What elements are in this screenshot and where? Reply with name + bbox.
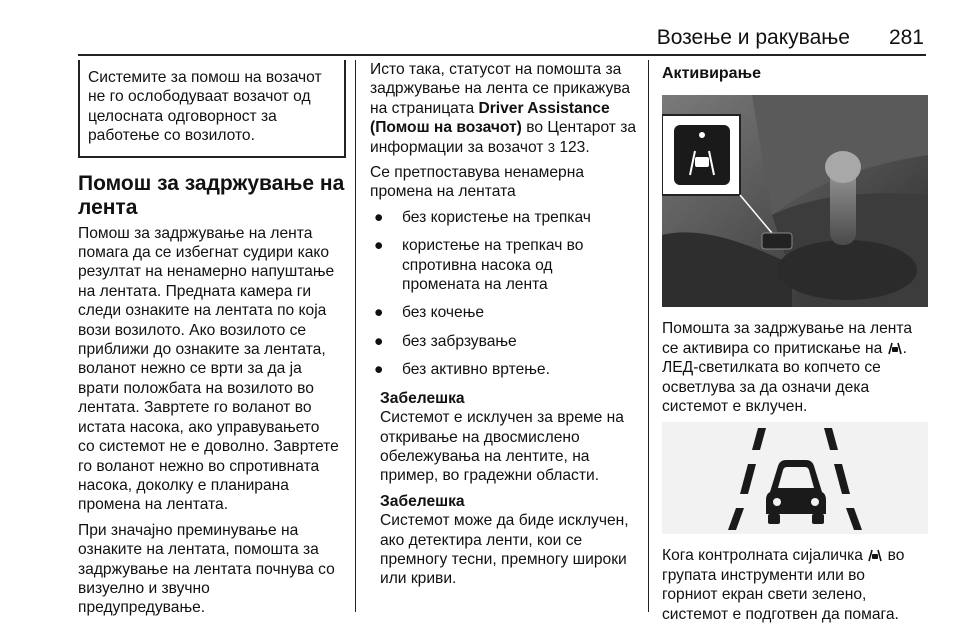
list-item: ● без користење на трепкач xyxy=(374,208,591,226)
column-3 xyxy=(662,60,928,630)
page-number: 281 xyxy=(888,26,924,49)
paragraph-indicator: Кога контролната сијаличка во групата инструменти или во горниот екран свети зелено, системот е подготвен да помага. xyxy=(662,547,905,623)
page-header xyxy=(78,24,926,56)
column-divider-1 xyxy=(355,60,356,612)
paragraph-warning: При значајно преминување на ознаките на лентата, помошта за задржување на лентата почнува со визуелно и звучно предупредување. xyxy=(78,521,335,617)
bullet-dot: ● xyxy=(374,208,384,226)
column-1 xyxy=(78,60,346,624)
column-2 xyxy=(370,60,636,595)
note-title: Забелешка xyxy=(380,492,465,510)
driver-assistance-translation: (Помош на возачот) xyxy=(370,119,522,137)
paragraph-activation: Помошта за задржување на лента се активира со притискање на . ЛЕД-светилката во копчето се осветлува за да означи дека системот е вклучен. xyxy=(662,320,913,416)
list-item: ● без забрзување xyxy=(374,332,517,350)
column-divider-2 xyxy=(648,60,649,612)
paragraph-status: Исто така, статусот на помошта за задржување на лента се прикажува на страницата Driver Assistance (Помош на возачот) во Центарот за информации за возачот 3 123. xyxy=(370,61,637,156)
bullet-dot: ● xyxy=(374,332,384,350)
list-item: ● без активно вртење. xyxy=(374,361,550,379)
list-item: ● без кочење xyxy=(374,304,485,322)
list-item: ● користење на трепкач во спротивна насока од промената на лента xyxy=(374,237,584,294)
warning-box xyxy=(78,60,346,158)
section-title: Возење и ракување xyxy=(656,26,850,49)
lane-assist-icon xyxy=(662,422,928,534)
section-heading: Помош за задржување на лента xyxy=(78,171,345,219)
lane-assist-icon xyxy=(887,341,903,355)
warning-line: Системите за помош на возачот xyxy=(88,69,322,86)
car-interior-photo xyxy=(662,95,928,307)
warning-line: работење со возилото. xyxy=(88,127,255,145)
bullet-dot: ● xyxy=(374,361,384,379)
page-reference-icon: 3 xyxy=(547,139,555,155)
driver-assistance-term: Driver Assistance xyxy=(478,99,610,117)
paragraph-assumption: Се претпоставува ненамерна промена на лентата xyxy=(370,164,585,201)
condition-list xyxy=(370,208,636,380)
warning-line: не го ослободуваат возачот од xyxy=(88,88,311,106)
activation-heading: Активирање xyxy=(662,65,761,82)
bullet-dot: ● xyxy=(374,304,384,322)
note-title: Забелешка xyxy=(380,389,465,407)
paragraph-intro: Помош за задржување на лента помага да се избегнат судири како резултат на ненамерно напуштање на лентата. Предната камера ги следи ознаките на лентата по која вози возилото. Ако возилото се приближи до ознаките за лентата, воланот нежно се врти за да ја врати положбата на возилото во лентата. Завртете го воланот во истата насока, ако управувањето со системот не е доволно. Завртете го воланот нежно во спротивната насока, доколку е планирана промена на лентата. xyxy=(78,224,339,514)
note-2: Забелешка Системот може да биде исклучен, ако детектира ленти, кои се премногу тесни, премногу широки или криви. xyxy=(370,492,636,589)
lane-assist-icon xyxy=(867,548,883,562)
bullet-dot: ● xyxy=(374,237,384,255)
page-reference: 123. xyxy=(559,138,590,156)
warning-line: целосната одговорност за xyxy=(88,107,277,125)
note-1: Забелешка Системот е исклучен за време на откривање на двосмислено обележувања на лентите, на пример, во градежни области. xyxy=(370,389,636,486)
